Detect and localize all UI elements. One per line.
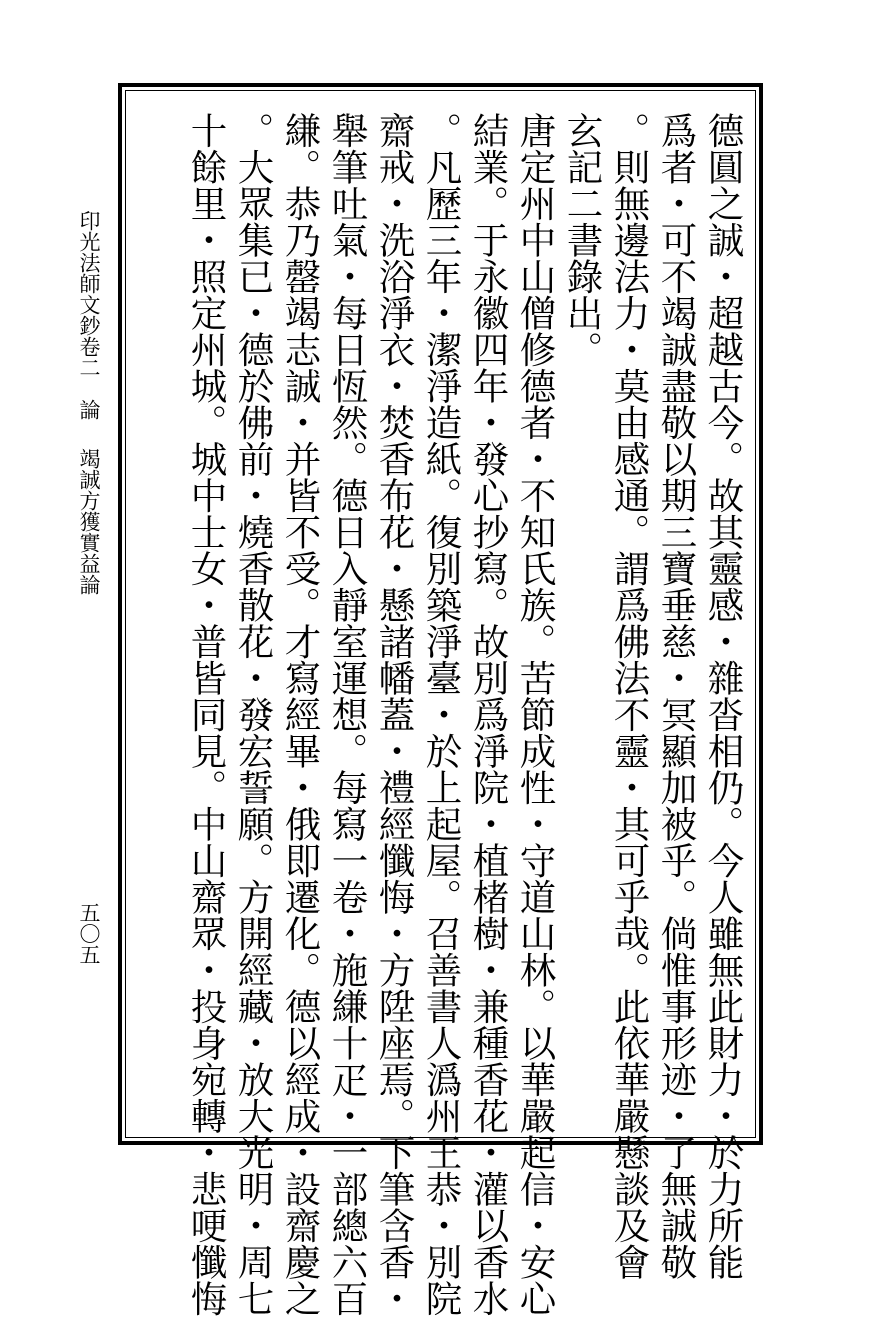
text-column: 。則無邊法力・莫由感通。謂爲佛法不靈・其可乎哉。此依華嚴懸談及會 bbox=[608, 112, 651, 1280]
text-column: 齋戒・洗浴淨衣・焚香布花・懸諸幡蓋・禮經懺悔・方陞座焉。下筆含香・ bbox=[373, 112, 416, 1317]
text-column: 。凡歷三年・潔淨造紙。復別築淨臺・於上起屋。召善書人潙州王恭・別院 bbox=[420, 112, 463, 1317]
text-column: 十餘里・照定州城。城中士女・普皆同見。中山齋眾・投身宛轉・悲哽懺悔 bbox=[185, 112, 228, 1317]
text-column: 玄記二書錄出。 bbox=[561, 112, 604, 368]
text-column: 唐定州中山僧修德者・不知氏族。苦節成性・守道山林。以華嚴起信・安心 bbox=[514, 112, 557, 1317]
text-column: 縑。恭乃罄竭志誠・并皆不受。才寫經畢・俄即遷化。德以經成・設齋慶之 bbox=[279, 112, 322, 1317]
text-column: 爲者・可不竭誠盡敬以期三寶垂慈・冥顯加被乎。倘惟事形迹・了無誠敬 bbox=[655, 112, 698, 1280]
page-number: 五〇五 bbox=[77, 902, 101, 965]
chapter-title: 竭誠方獲實益論 bbox=[77, 448, 101, 595]
text-column: 結業。于永徽四年・發心抄寫。故別爲淨院・植楮樹・兼種香花・灌以香水 bbox=[467, 112, 510, 1317]
text-column: 。大眾集已・德於佛前・燒香散花・發宏誓願。方開經藏・放大光明・周七 bbox=[232, 112, 275, 1317]
text-column: 德圓之誠・超越古今。故其靈感・雜沓相仍。今人雖無此財力・於力所能 bbox=[702, 112, 745, 1280]
book-title: 印光法師文鈔卷二 論 bbox=[77, 210, 101, 420]
text-column: 舉筆吐氣・每日恆然。德日入靜室運想。每寫一卷・施縑十疋・一部總六百 bbox=[326, 112, 369, 1317]
